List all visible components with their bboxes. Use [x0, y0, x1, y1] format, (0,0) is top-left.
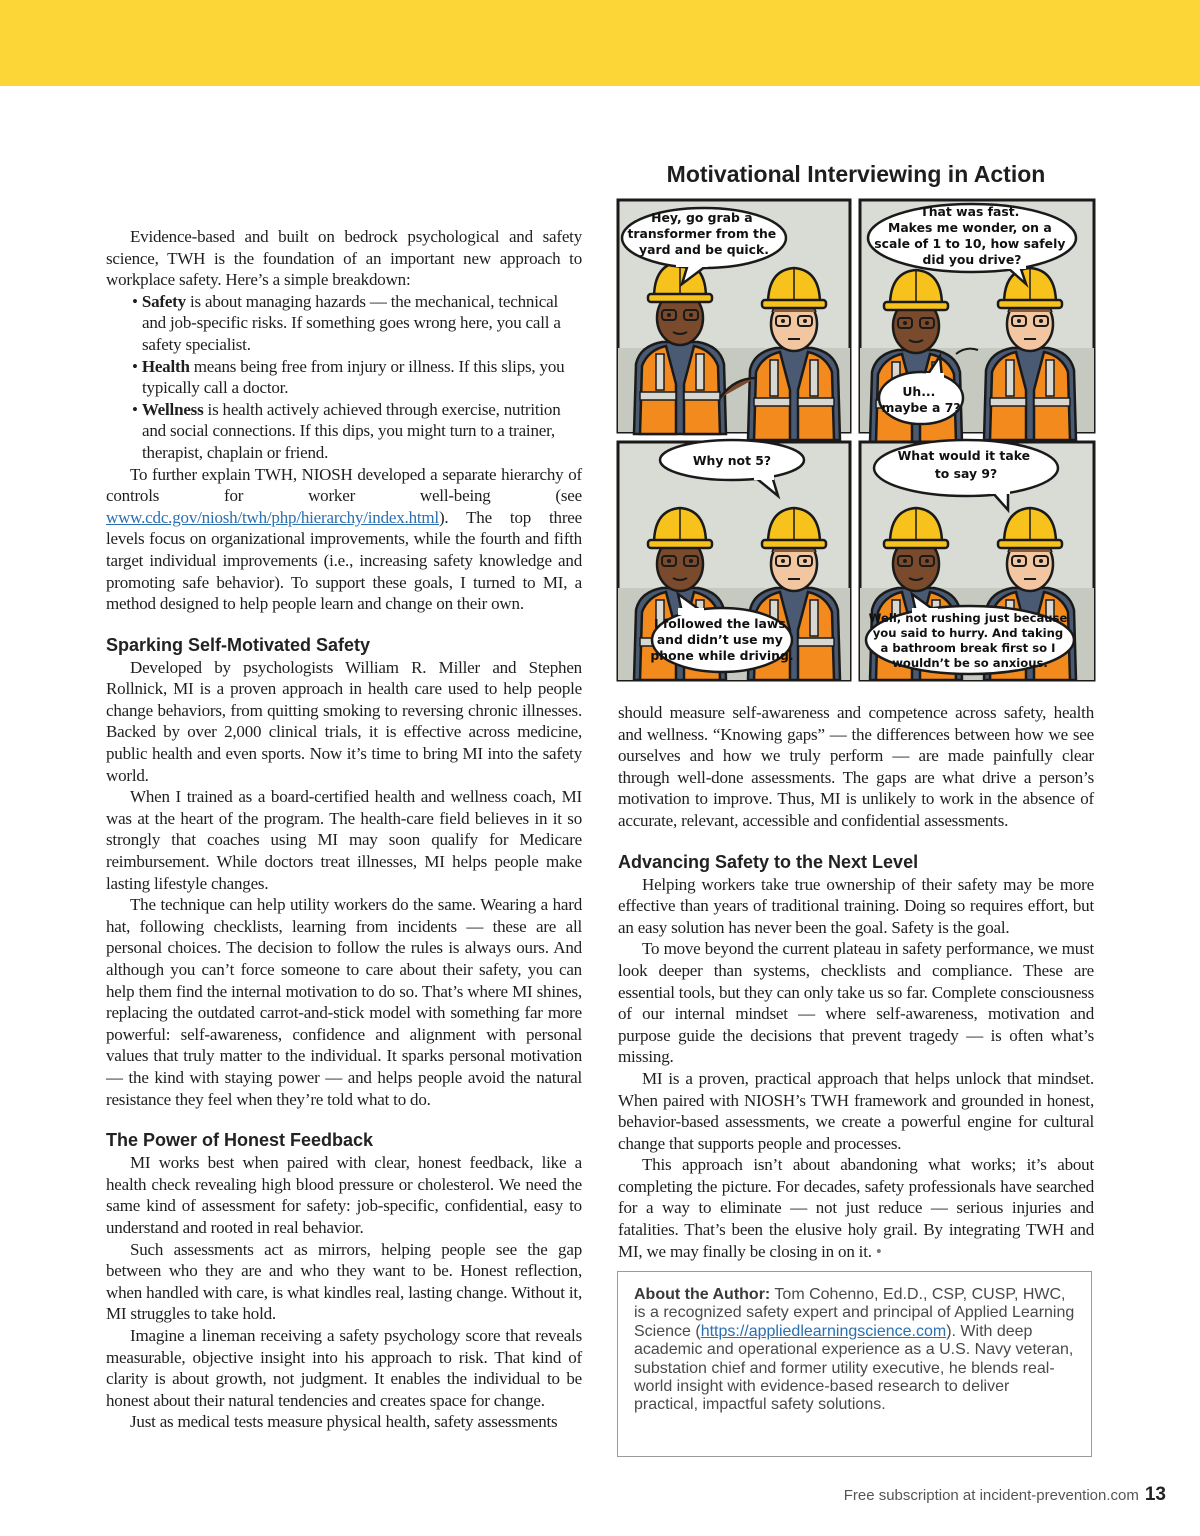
- svg-text:What would it take to sa: What would it take to say 9?: [897, 448, 1031, 481]
- body-paragraph: Helping workers take true ownership of their safety may be more effective than years of traditional training. Doing so requires effort, but an easy solution has never been the goal. Safety is the goal.: [618, 874, 1094, 937]
- twh-paragraph-text: ). The top three levels focus on organizational improvements, while the fourth and fifth target individual improvements (i.e., increasing safety knowledge and promoting safe behavior). To support these goals, I turned to MI, a method designed to help people learn and change on their own.: [106, 507, 582, 614]
- comic-panel-3: [618, 440, 850, 680]
- list-item-term: Health: [141, 356, 190, 376]
- about-author-label: About the Author:: [634, 1286, 771, 1303]
- list-item-text: is health actively achieved through exercise, nutrition and social connections. If this dips, you might turn to a trainer, therapist, chaplain or friend.: [142, 399, 561, 462]
- list-item: • Health means being free from injury or illness. If this slips, you typically call a doctor.: [132, 356, 565, 398]
- list-item-text: is about managing hazards — the mechanical, technical and job-specific risks. If something goes wrong here, you call a safety specialist.: [142, 291, 561, 354]
- page-number: 13: [1144, 1484, 1166, 1505]
- svg-text:I followed the laws and: I followed the laws and didn’t use my phone while driving.: [650, 616, 794, 663]
- body-paragraph: MI is a proven, practical approach that helps unlock that mindset. When paired with NIOSH’s TWH framework and grounded in honest, behavior-based assessments, we create a powerful engine for cultural change that supports people and processes.: [618, 1068, 1094, 1153]
- end-mark: •: [871, 1241, 882, 1261]
- intro-paragraph: Evidence-based and built on bedrock psychological and safety science, TWH is the foundation of an important new approach to workplace safety. Here’s a simple breakdown:: [106, 227, 582, 290]
- twh-paragraph: [106, 464, 582, 615]
- body-paragraph: The technique can help utility workers do the same. Wearing a hard hat, following checklists, learning from incidents — these are all personal choices. The decision to follow the rules is always ours. And although you can’t force someone to care about their safety, you can help them find the internal motivation to do so. That’s where MI shines, replacing the outdated carrot-and-stick model with something far more powerful: self-awareness, confidence and alignment with personal values that truly matter to the individual. It sparks personal motivation — the kind with staying power — and helps people avoid the natural resistance they feel when they’re told what to do.: [106, 895, 582, 1109]
- body-paragraph: Just as medical tests measure physical health, safety assessments: [130, 1412, 558, 1432]
- svg-text:Hey, go grab a transform: Hey, go grab a transformer from the yard and be quick.: [627, 210, 777, 257]
- subscription-text: Free subscription at incident-prevention.com: [843, 1487, 1139, 1504]
- section-heading-feedback: The Power of Honest Feedback: [106, 1130, 374, 1151]
- list-item-term: Safety: [141, 291, 186, 311]
- comic-panel-2: [860, 200, 1094, 442]
- list-item: • Safety is about managing hazards — the mechanical, technical and job-specific risks. If something goes wrong here, you call a safety specialist.: [132, 291, 561, 354]
- list-item-term: Wellness: [141, 399, 204, 419]
- body-paragraph: Imagine a lineman receiving a safety psychology score that reveals measurable, objective insight into his approach to risk. That kind of clarity is about growth, not judgment. It enables the individual to be honest about their natural tendencies and creates space for change.: [106, 1325, 582, 1410]
- about-author-text: Tom Cohenno, Ed.D., CSP, CUSP, HWC, is a recognized safety expert and principal of Applied Learning Science (: [634, 1286, 1075, 1340]
- body-paragraph: Developed by psychologists William R. Miller and Stephen Rollnick, MI is a proven approach in health care used to help people change behaviors, from quitting smoking to reversing chronic illnesses. Backed by over 2,000 clinical trials, it is effective across medicine, public health and even sports. Now it’s time to bring MI into the safety world.: [106, 657, 582, 785]
- list-item: • Wellness is health actively achieved through exercise, nutrition and social connections. If this dips, you might turn to a trainer, therapist, chaplain or friend.: [132, 399, 561, 462]
- left-column: [106, 226, 582, 1433]
- body-paragraph: To move beyond the current plateau in safety performance, we must look deeper than systems, checklists and compliance. These are essential tools, but they can only take us so far. Complete consciousness of our internal mindset — where self-awareness, motivation and purpose guide the decisions that prevent tragedy — is often what’s missing.: [618, 939, 1094, 1067]
- niosh-hierarchy-link[interactable]: www.cdc.gov/niosh/twh/php/hierarchy/index.html: [106, 507, 439, 527]
- body-paragraph: When I trained as a board-certified health and wellness coach, MI was at the heart of the program. The health-care field believes in it so strongly that coaches using MI may soon qualify for Medicare reimbursement. While doctors treat illnesses, MI helps people make lasting lifestyle changes.: [106, 787, 582, 893]
- twh-breakdown-list: [106, 291, 582, 464]
- body-paragraph: [618, 1154, 1094, 1262]
- svg-text:Uh... maybe a 7?: Uh... maybe a 7?: [881, 384, 961, 415]
- closing-text: This approach isn’t about abandoning what works; it’s about completing the picture. For decades, safety professionals have searched for a way to eliminate — not just reduce — serious injuries and fatalities. That’s been the elusive holy grail. By integrating TWH and MI, we may finally be closing in on it.: [618, 1155, 1094, 1261]
- right-column: [618, 702, 1094, 1262]
- svg-text:Well, not rushing just because: Well, not rushing just because you said to hurry. And taking a bathroom break first so I wouldn’t be so anxious.: [868, 611, 1068, 670]
- svg-text:Why not 5?: Why not 5?: [692, 453, 772, 468]
- about-author-box: [617, 1271, 1092, 1457]
- comic-panel-4: [860, 440, 1094, 680]
- svg-text:That was fast. Makes me: That was fast. Makes me wonder, on a scale of 1 to 10, how safely did you drive?: [874, 204, 1066, 267]
- comic-panel-1: [618, 200, 850, 440]
- section-heading-sparking: Sparking Self-Motivated Safety: [106, 634, 371, 655]
- list-item-text: means being free from injury or illness. If this slips, you typically call a doctor.: [142, 356, 565, 398]
- twh-paragraph-text: To further explain TWH, NIOSH developed a separate hierarchy of controls for worker well-being (see: [106, 464, 582, 506]
- about-author-text: ). With deep academic and operational experience as a U.S. Navy veteran, substation chief and former utility executive, he blends real-world insight with evidence-based research to deliver practical, impactful safety solutions.: [634, 1322, 1074, 1414]
- applied-learning-science-link[interactable]: https://appliedlearningscience.com: [700, 1322, 947, 1340]
- section-heading-advancing: Advancing Safety to the Next Level: [618, 851, 919, 872]
- comic-title: Motivational Interviewing in Action: [666, 161, 1046, 187]
- body-paragraph: should measure self-awareness and competence across safety, health and wellness. “Knowing gaps” — the differences between how we see ourselves and how we truly perform — are made painfully clear through well-done assessments. The gaps are what drive a person’s motivation to improve. Thus, MI is unlikely to work in the absence of accurate, relevant, accessible and confidential assessments.: [618, 703, 1094, 830]
- comic-strip: [616, 198, 1096, 682]
- body-paragraph: Such assessments act as mirrors, helping people see the gap between who they are and who they want to be. Honest reflection, when handled with care, is what kindles real, lasting change. Without it, MI struggles to take hold.: [106, 1239, 582, 1324]
- body-paragraph: MI works best when paired with clear, honest feedback, like a health check revealing high blood pressure or cholesterol. We need the same kind of assessment for safety: job-specific, confidential, easy to understand and rooted in real behavior.: [106, 1153, 582, 1237]
- page-footer: [844, 1484, 1166, 1506]
- header-accent-bar: [0, 0, 1200, 86]
